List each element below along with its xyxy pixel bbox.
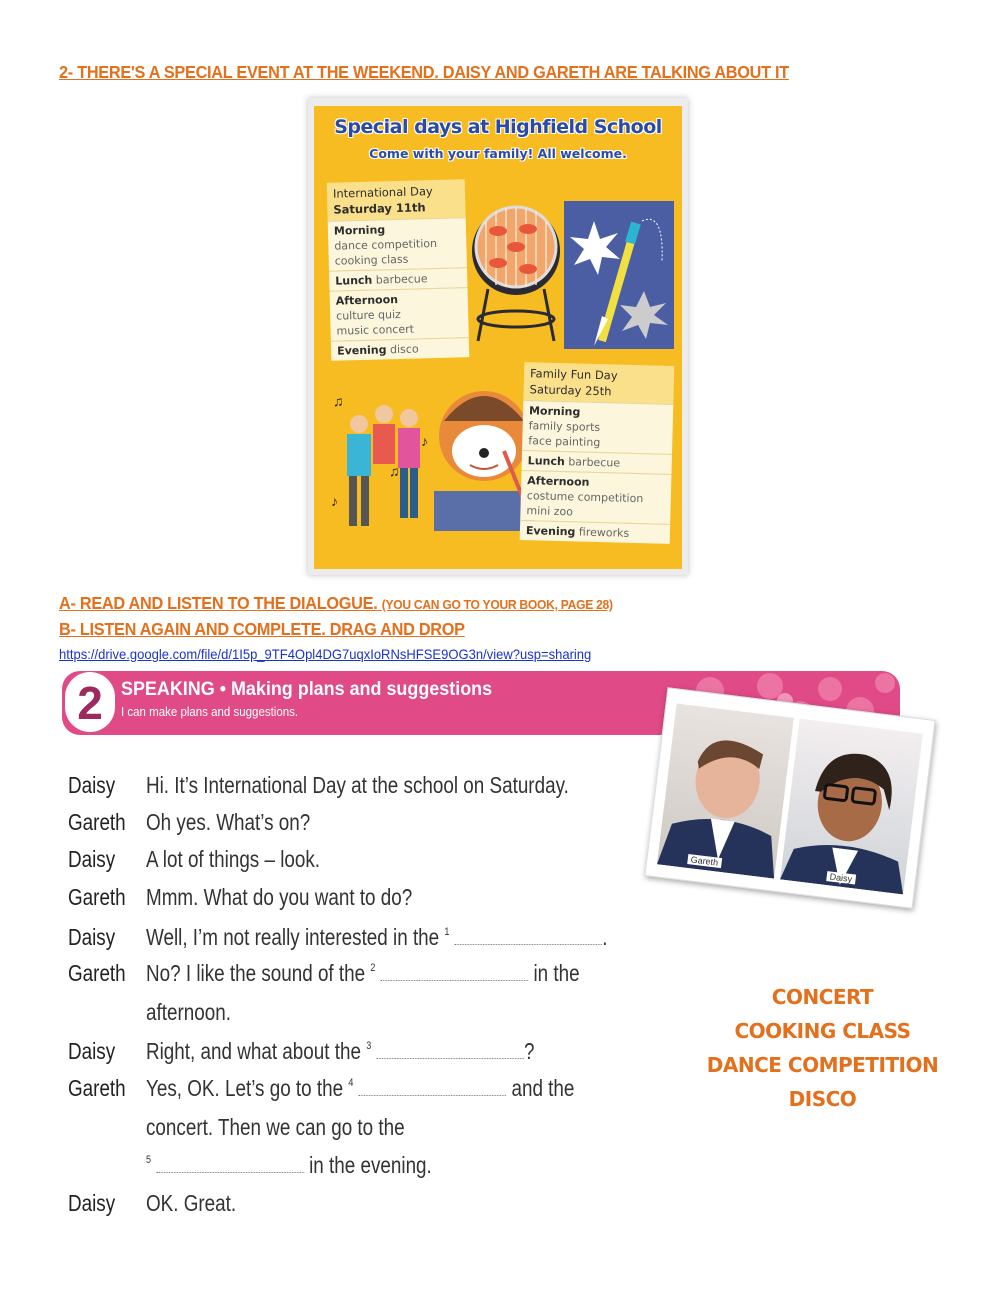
drop-zone-5[interactable]	[156, 1155, 304, 1173]
event-poster	[314, 106, 682, 569]
line-text: OK. Great.	[146, 1190, 237, 1216]
svg-text:♫: ♫	[333, 396, 344, 409]
schedule-lunch: Lunch barbecue	[329, 267, 467, 291]
speaker-name: Gareth	[68, 1075, 126, 1101]
gap-number: 2	[370, 962, 376, 974]
line-text: No? I like the sound of the	[146, 960, 366, 986]
schedule-header: Family Fun Day Saturday 25th	[523, 362, 674, 404]
schedule-afternoon: Afternoon culture quiz music concert	[330, 287, 469, 341]
audio-link[interactable]: https://drive.google.com/file/d/1I5p_9TF4Opl4DG7uqxIoRNsHFSE9OG3n/view?usp=sharing	[59, 646, 592, 662]
line-text: Oh yes. What’s on?	[146, 809, 311, 835]
gareth-photo	[657, 703, 794, 878]
draggable-word-disco[interactable]: DISCO	[788, 1087, 857, 1111]
poster-title: Special days at Highfield School	[334, 116, 662, 138]
daisy-photo	[780, 719, 923, 895]
characters-photo	[644, 687, 935, 908]
line-text: Yes, OK. Let’s go to the	[146, 1075, 344, 1101]
gap-number: 4	[348, 1077, 354, 1089]
line-text: Hi. It’s International Day at the school on Saturday.	[146, 772, 569, 798]
speaker-name: Daisy	[68, 772, 116, 798]
task-a-note: (YOU CAN GO TO YOUR BOOK, PAGE 28)	[381, 597, 613, 612]
line-text: Right, and what about the	[146, 1038, 361, 1064]
schedule-afternoon: Afternoon costume competition mini zoo	[520, 470, 671, 524]
poster-subtitle: Come with your family! All welcome.	[369, 146, 627, 161]
task-b-heading: B- LISTEN AGAIN AND COMPLETE. DRAG AND DROP	[59, 619, 465, 639]
schedule-lunch: Lunch barbecue	[522, 450, 672, 474]
svg-text:♪: ♪	[331, 493, 338, 509]
dancing-kids-icon	[329, 396, 439, 546]
drop-zone-3[interactable]	[376, 1041, 524, 1059]
svg-text:♪: ♪	[421, 433, 428, 449]
speaker-name: Daisy	[68, 924, 116, 950]
family-fun-day-schedule	[520, 362, 675, 544]
draggable-word-cooking-class[interactable]: COOKING CLASS	[734, 1019, 911, 1043]
event-poster-frame	[308, 98, 688, 575]
gareth-label: Gareth	[687, 854, 721, 868]
gap-number: 1	[444, 926, 450, 938]
daisy-portrait-icon	[780, 719, 923, 895]
speaker-name: Daisy	[68, 1038, 116, 1064]
gareth-portrait-icon	[657, 703, 794, 878]
drop-zone-1[interactable]	[455, 927, 603, 945]
speaker-name: Gareth	[68, 809, 126, 835]
gap-number: 3	[366, 1040, 372, 1052]
draggable-word-dance-competition[interactable]: DANCE COMPETITION	[706, 1053, 939, 1077]
line-text: Well, I’m not really interested in the	[146, 924, 440, 950]
schedule-header: International Day Saturday 11th	[327, 179, 466, 221]
international-day-schedule	[327, 179, 470, 361]
schedule-morning: Morning dance competition cooking class	[328, 217, 467, 271]
speaker-name: Gareth	[68, 884, 126, 910]
schedule-evening: Evening fireworks	[520, 520, 670, 544]
drop-zone-4[interactable]	[359, 1078, 507, 1096]
barbecue-grill-icon	[466, 201, 566, 351]
fireworks-illustration	[564, 201, 674, 349]
line-text: A lot of things – look.	[146, 846, 321, 872]
svg-text:♫: ♫	[389, 463, 400, 479]
speaking-title: SPEAKING • Making plans and suggestions	[121, 678, 493, 700]
line-text: Mmm. What do you want to do?	[146, 884, 413, 910]
face-painting-icon	[434, 361, 534, 531]
section-number-badge: 2	[65, 672, 115, 732]
word-bank	[690, 980, 955, 1116]
speaking-subtitle: I can make plans and suggestions.	[121, 705, 299, 719]
rocket-icon	[564, 201, 674, 349]
schedule-morning: Morning family sports face painting	[522, 400, 673, 454]
task-a-heading: A- READ AND LISTEN TO THE DIALOGUE. (YOU CAN GO TO YOUR BOOK, PAGE 28)	[59, 593, 613, 613]
gap-number: 5	[146, 1154, 152, 1166]
schedule-evening: Evening disco	[331, 337, 469, 361]
drop-zone-2[interactable]	[381, 963, 529, 981]
speaker-name: Daisy	[68, 846, 116, 872]
draggable-word-concert[interactable]: CONCERT	[771, 985, 874, 1009]
speaker-name: Gareth	[68, 960, 126, 986]
exercise-heading: 2- THERE'S A SPECIAL EVENT AT THE WEEKEND. DAISY AND GARETH ARE TALKING ABOUT IT	[59, 62, 789, 82]
daisy-label: Daisy	[826, 871, 856, 884]
speaker-name: Daisy	[68, 1190, 116, 1216]
